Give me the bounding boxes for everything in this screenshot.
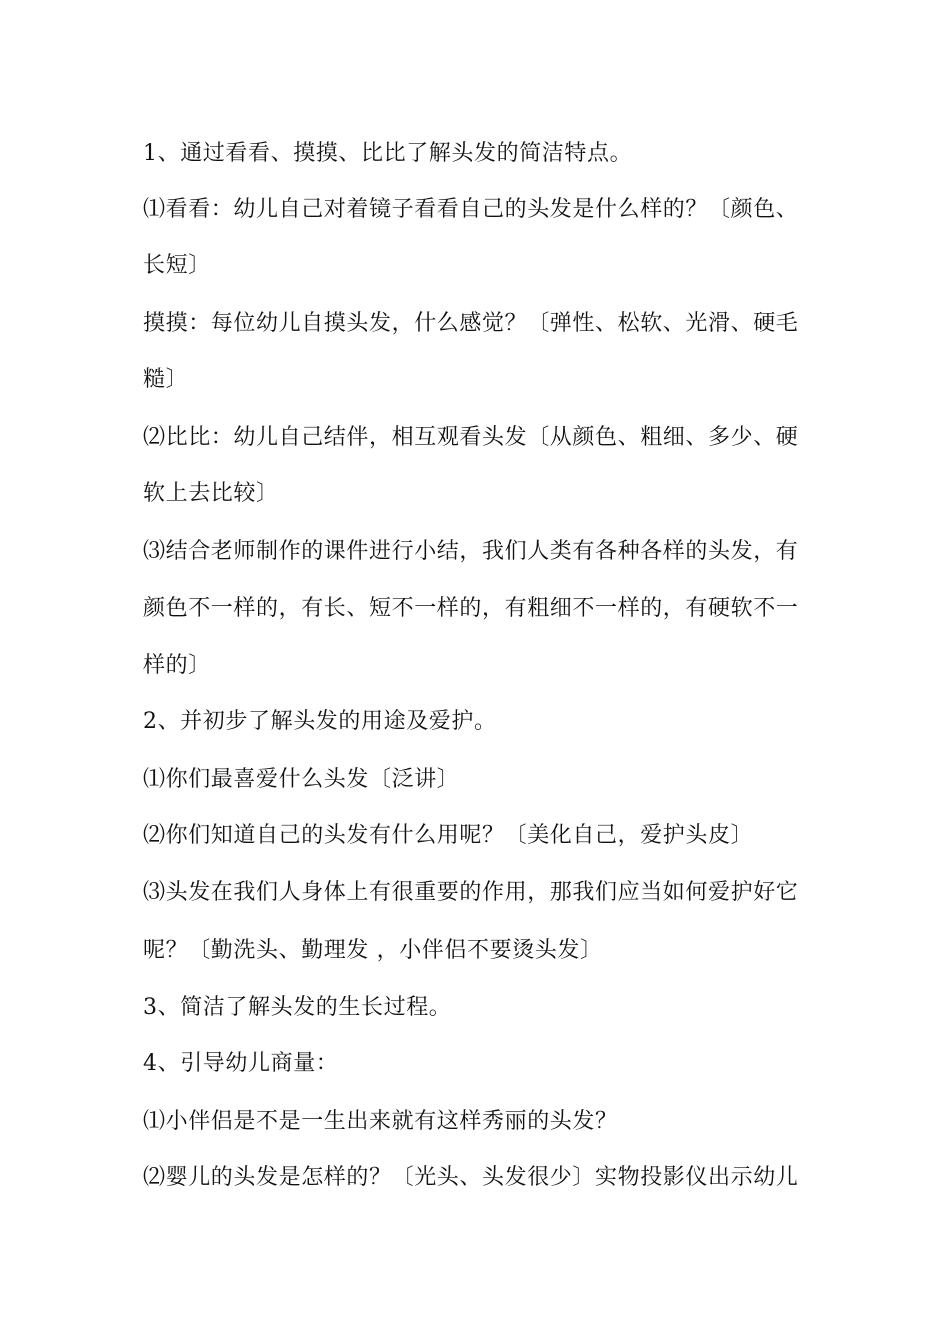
text-line: 摸摸：每位幼儿自摸头发，什么感觉？〔弹性、松软、光滑、硬毛	[143, 311, 799, 336]
text-line: ⑵比比：幼儿自己结伴，相互观看头发〔从颜色、粗细、多少、硬	[143, 425, 799, 450]
text-line: ⑴看看：幼儿自己对着镜子看看自己的头发是什么样的？〔颜色、	[143, 197, 799, 222]
text-line: 呢？〔勤洗头、勤理发 ，小伴侣不要烫头发〕	[143, 938, 603, 963]
text-line: 颜色不一样的，有长、短不一样的，有粗细不一样的，有硬软不一	[143, 596, 799, 621]
text-line: 2、并初步了解头发的用途及爱护。	[143, 709, 497, 734]
text-line: 3、简洁了解头发的生长过程。	[143, 995, 452, 1020]
text-line: ⑵婴儿的头发是怎样的？〔光头、头发很少〕实物投影仪出示幼儿	[143, 1165, 799, 1190]
text-line: ⑶头发在我们人身体上有很重要的作用，那我们应当如何爱护好它	[143, 880, 799, 905]
text-line: ⑴你们最喜爱什么头发〔泛讲〕	[143, 767, 460, 792]
text-line: ⑶结合老师制作的课件进行小结，我们人类有各种各样的头发，有	[143, 539, 799, 564]
text-line: 1、通过看看、摸摸、比比了解头发的简洁特点。	[143, 141, 633, 166]
text-line: ⑵你们知道自己的头发有什么用呢？〔美化自己，爱护头皮〕	[143, 823, 754, 848]
text-line: ⑴小伴侣是不是一生出来就有这样秀丽的头发？	[143, 1109, 618, 1134]
text-line: 软上去比较〕	[143, 481, 279, 506]
text-line: 糙〕	[143, 367, 189, 392]
text-line: 4、引导幼儿商量：	[143, 1051, 339, 1076]
text-line: 长短〕	[143, 253, 211, 278]
text-line: 样的〕	[143, 653, 211, 678]
